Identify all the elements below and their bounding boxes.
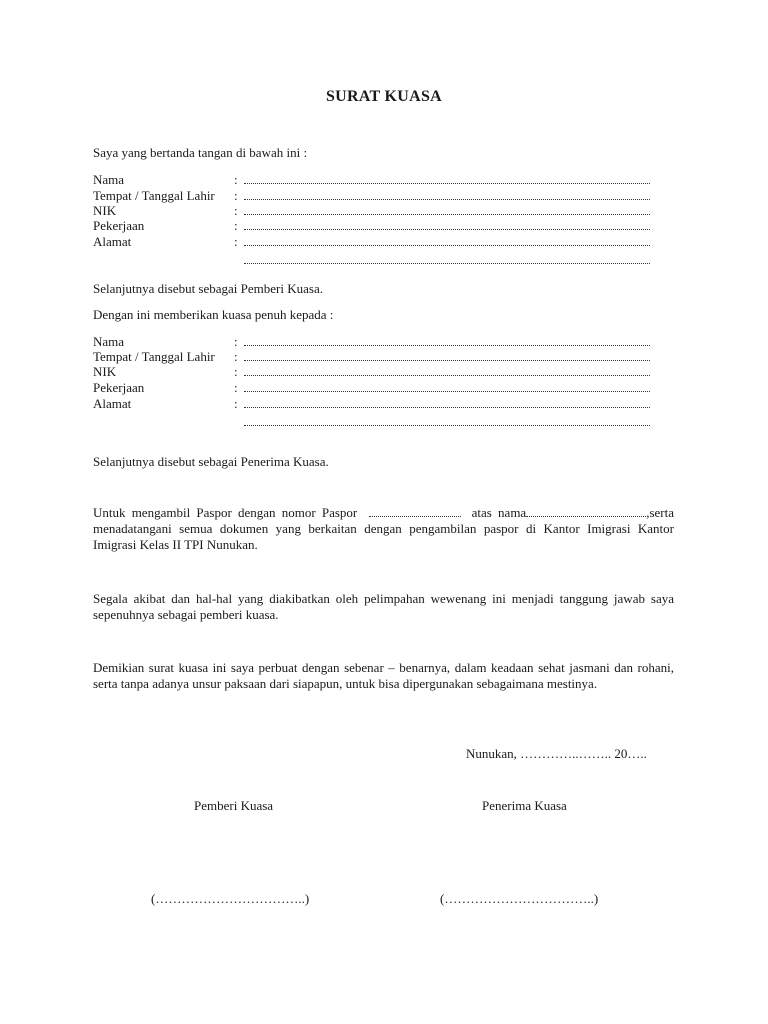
giver-field-ttl [93,188,653,204]
field-blank-line[interactable] [244,183,650,184]
receiver-field-pekerjaan [93,380,653,396]
field-label: Alamat [93,396,132,411]
field-label: Tempat / Tanggal Lahir [93,349,215,364]
field-label: Nama [93,172,125,187]
responsibility-paragraph: Segala akibat dan hal-hal yang diakibatkan oleh pelimpahan wewenang ini menjadi tanggung jawab saya sepenuhnya sebagai pemberi kuasa. [93,591,674,622]
field-colon: : [234,234,238,249]
field-blank-line[interactable] [244,214,650,215]
field-label: NIK [93,203,117,218]
field-label: Alamat [93,234,132,249]
field-label: Pekerjaan [93,218,145,233]
receiver-signature-line[interactable]: (……………………………..) [440,891,599,906]
field-colon: : [234,188,238,203]
field-blank-line[interactable] [244,245,650,246]
passport-number-blank[interactable] [369,506,461,517]
giver-alamat-extra-line[interactable] [244,263,650,264]
closing-paragraph: Demikian surat kuasa ini saya perbuat dengan sebenar – benarnya, dalam keadaan sehat jasmani dan rohani, serta tanpa adanya unsur paksaan dari siapapun, untuk bisa dipergunakan sebagaimana mestinya. [93,660,674,691]
giver-field-nama [93,172,653,188]
giver-field-alamat [93,234,653,250]
field-label: Tempat / Tanggal Lahir [93,188,215,203]
purpose-text-1: Untuk mengambil Paspor dengan nomor Paspor [93,505,358,520]
giver-field-nik [93,203,653,219]
field-blank-line[interactable] [244,345,650,346]
receiver-field-nik [93,364,653,380]
field-blank-line[interactable] [244,391,650,392]
field-colon: : [234,396,238,411]
receiver-field-ttl [93,349,653,365]
giver-signature-line[interactable]: (……………………………..) [151,891,310,906]
name-blank[interactable] [526,506,646,517]
field-colon: : [234,172,238,187]
grant-intro: Dengan ini memberikan kuasa penuh kepada : [93,307,334,322]
field-label: NIK [93,364,117,379]
giver-signature-label: Pemberi Kuasa [194,798,274,813]
field-blank-line[interactable] [244,360,650,361]
field-blank-line[interactable] [244,407,650,408]
purpose-text-3: ,serta [646,505,674,520]
field-colon: : [234,334,238,349]
giver-field-pekerjaan [93,218,653,234]
purpose-text-2: atas nama [471,505,527,520]
receiver-field-alamat [93,396,653,412]
receiver-note: Selanjutnya disebut sebagai Penerima Kuasa. [93,454,329,469]
receiver-alamat-extra-line[interactable] [244,425,650,426]
field-colon: : [234,218,238,233]
field-blank-line[interactable] [244,375,650,376]
field-colon: : [234,364,238,379]
giver-note: Selanjutnya disebut sebagai Pemberi Kuasa. [93,281,323,296]
receiver-field-nama [93,334,653,350]
field-colon: : [234,349,238,364]
field-colon: : [234,380,238,395]
purpose-text-rest: menadatangani semua dokumen yang berkaitan dengan pengambilan paspor di Kantor Imigrasi Kantor Imigrasi Kelas II TPI Nunukan. [93,521,674,552]
intro-text: Saya yang bertanda tangan di bawah ini : [93,145,308,160]
field-colon: : [234,203,238,218]
purpose-paragraph [93,505,674,553]
field-label: Pekerjaan [93,380,145,395]
field-blank-line[interactable] [244,199,650,200]
receiver-signature-label: Penerima Kuasa [482,798,567,813]
place-date: Nunukan, …………..…….. 20….. [466,746,647,761]
field-label: Nama [93,334,125,349]
document-title: SURAT KUASA [325,88,443,105]
field-blank-line[interactable] [244,229,650,230]
